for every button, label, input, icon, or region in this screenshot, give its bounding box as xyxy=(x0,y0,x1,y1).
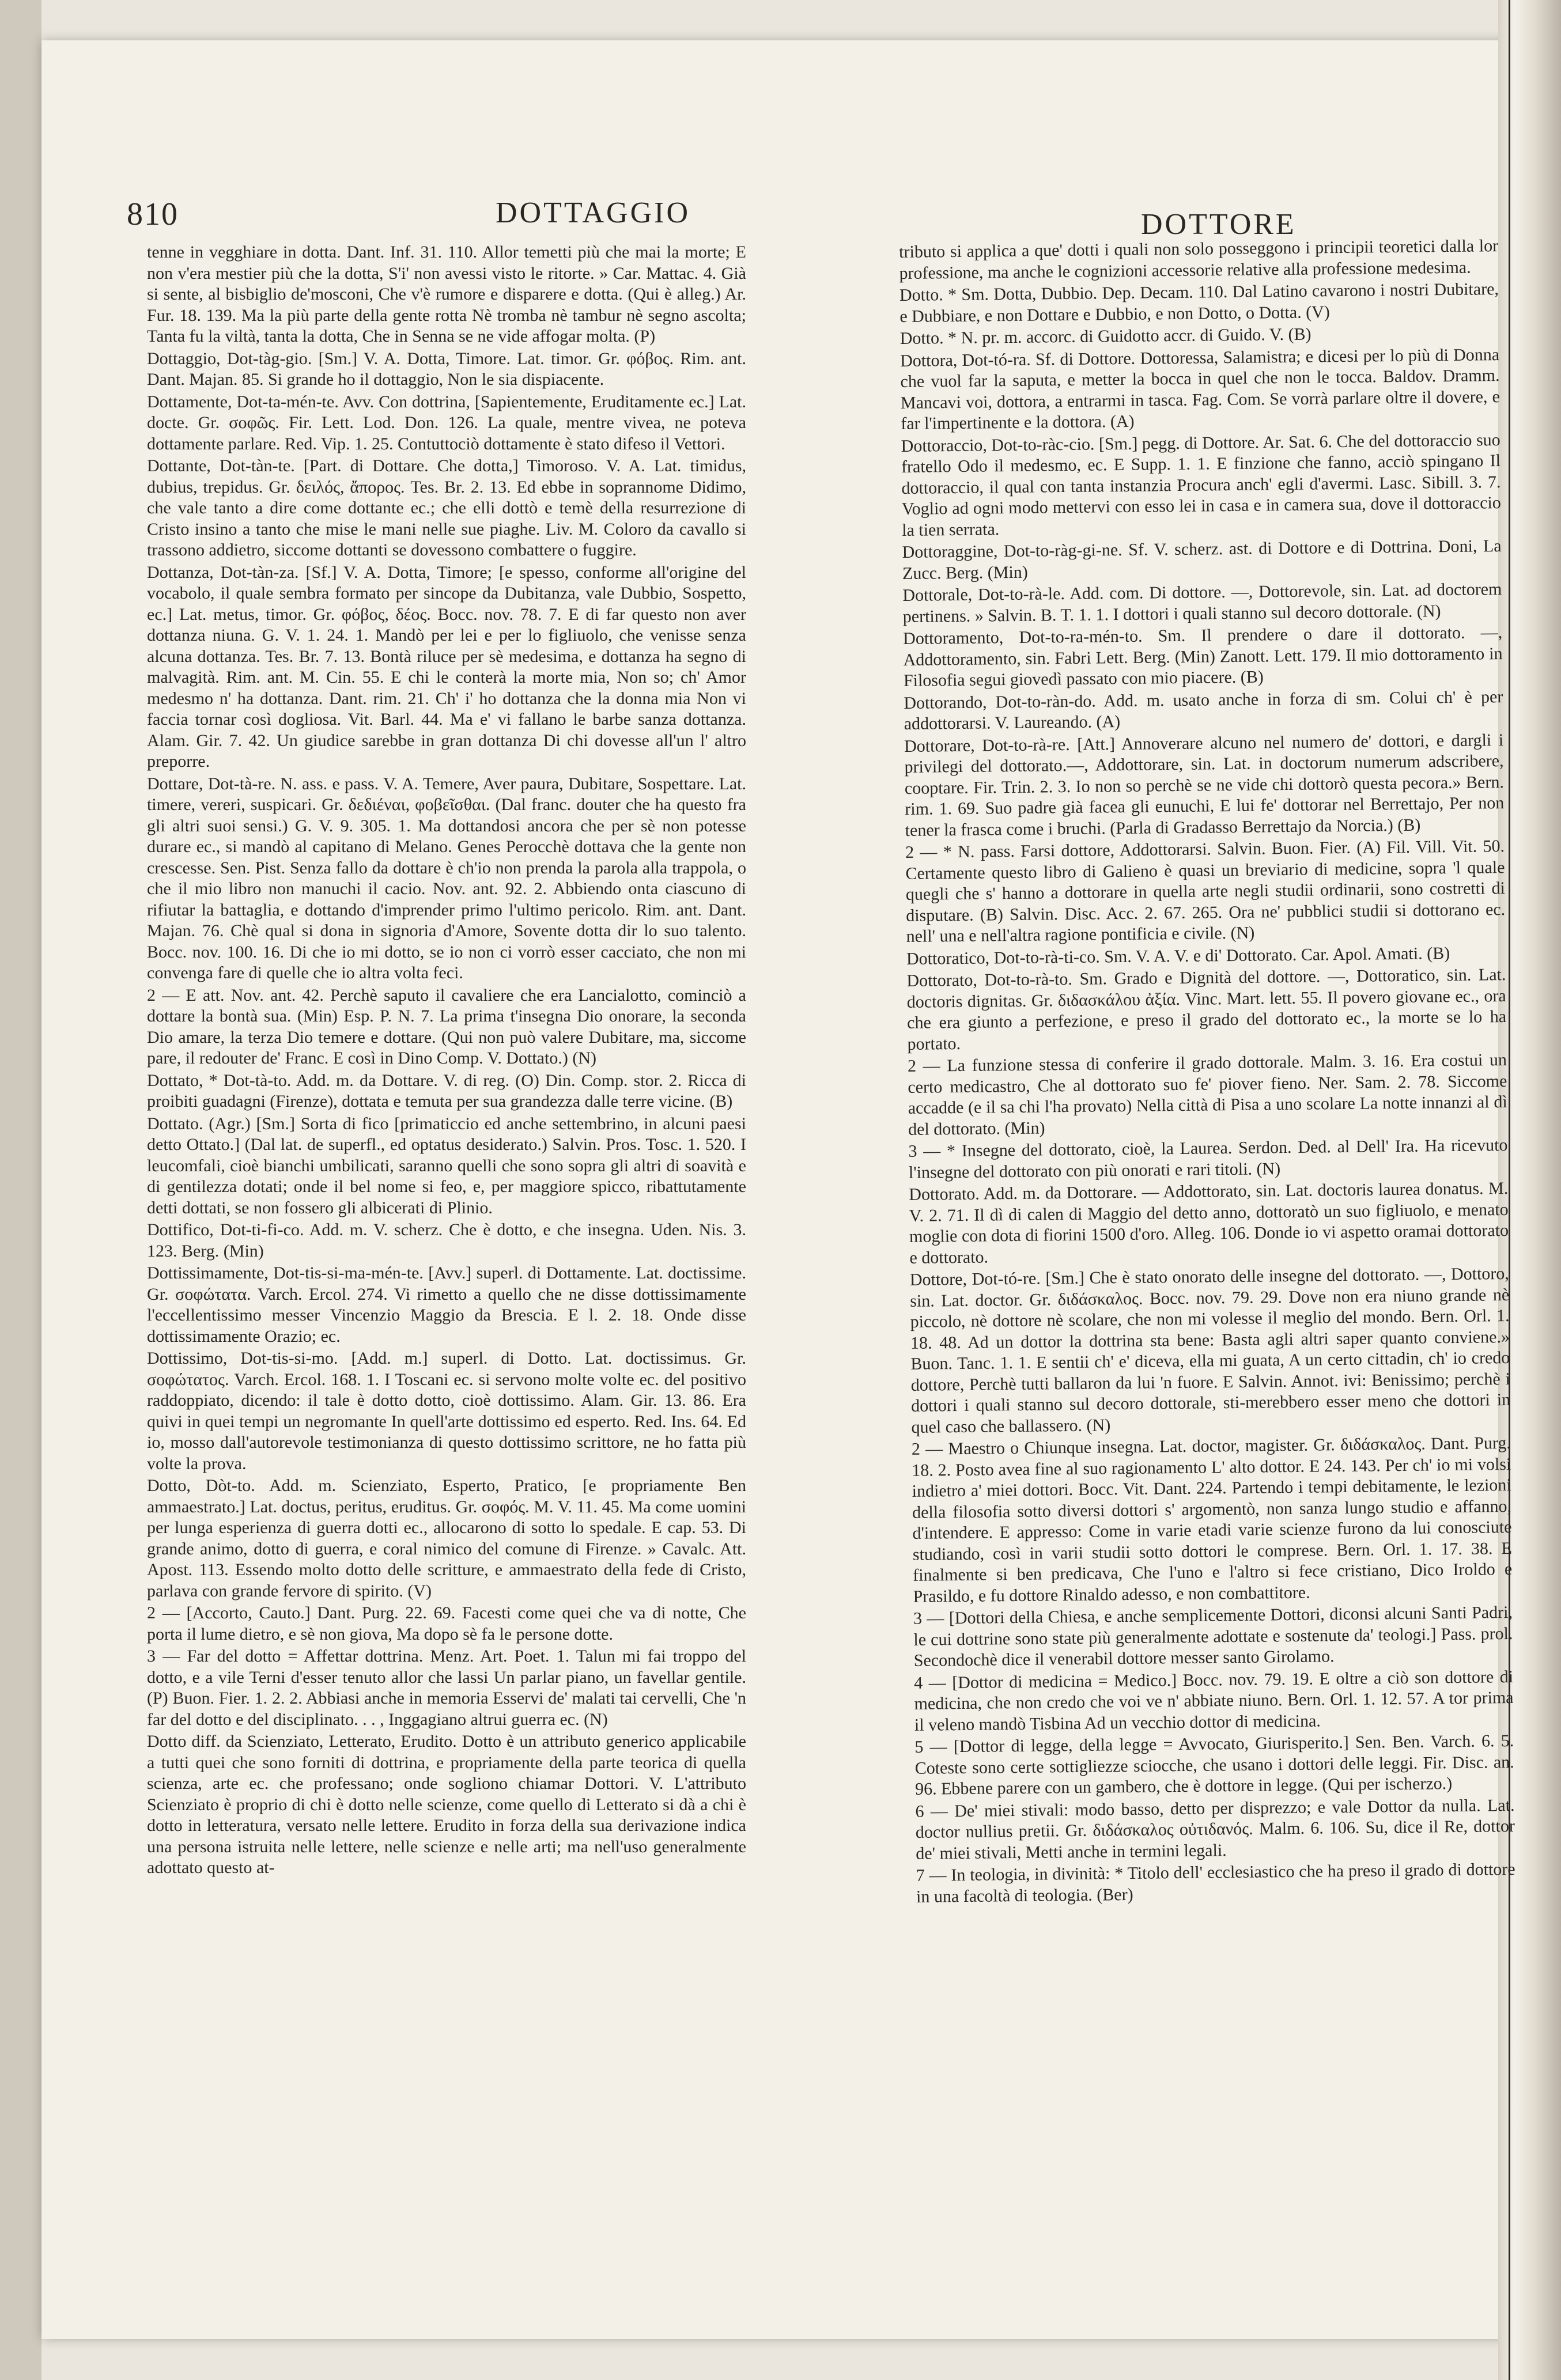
dictionary-entry: 2 — [Accorto, Cauto.] Dant. Purg. 22. 69. Facesti come quei che va di notte, Che porta il lume dietro, e sè non giova, Ma dopo sè fa le persone dotte. xyxy=(147,1603,746,1644)
dictionary-entry: tributo si applica a que' dotti i quali non solo posseggono i principii teoretici dalla lor professione, ma anche le cognizioni accessorie relative alla professione medesima. xyxy=(899,236,1499,283)
dictionary-entry: 2 — Maestro o Chiunque insegna. Lat. doctor, magister. Gr. διδάσκαλος. Dant. Purg. 18. 2. Posto avea fine al suo ragionamento L' alto dottor. E 24. 143. Per ch' io mi volsi indietro a' miei dottori. Bocc. Vit. Dant. 224. Partendo i tempi debitamente, le lezioni della filosofia sotto diversi dottori s' argomentò, non sanza lungo studio e affanno, d'intendere. E appresso: Come in varie etadi varie scienze furono da lui conosciute studiando, così in varii studii sotto dottori le comprese. Bern. Orl. 1. 17. 38. E finalmente si ben predicava, Che l'uno e l'altro si fece cristiano, Dico Iroldo e Prasildo, e fu dottore Rinaldo adesso, e non combattitore. xyxy=(911,1433,1513,1606)
dictionary-entry: Dottare, Dot-tà-re. N. ass. e pass. V. A. Temere, Aver paura, Dubitare, Sospettare. Lat. timere, vereri, suspicari. Gr. δεδιέναι, φοβεῖσθαι. (Dal franc. douter che ha questo fra gli altri suoi sensi.) G. V. 9. 305. 1. Ma dottandosi ancora che per sè non potesse durare ec., si mandò al capitano di Melano. Genes Perocchè dottava che la gente non crescesse. Sen. Pist. Senza fallo da dottare è ch'io non prenda la parola alla trappola, o che il mio libro non manuchi il cacio. Nov. ant. 92. 2. Abbiendo onta ciascuno di rifiutar la battaglia, e dottando d'imprender primo l'ultimo pericolo. Rim. ant. Dant. Majan. 76. Chè qual si dona in signoria d'Amore, Sovente dotta dir lo suo talento. Bocc. nov. 100. 16. Di che io mi dotto, se io non ci vorrò esser cacciato, che non mi convenga fare di quelle che io altra volta feci. xyxy=(147,774,746,982)
dictionary-entry: 5 — [Dottor di legge, della legge = Avvocato, Giurisperito.] Sen. Ben. Varch. 6. 5. Coteste sono certe sottigliezze sciocche, che usano i dottori delle leggi. Fir. Disc. an. 96. Ebbene parere con un gambero, che è dottore in legge. (Qui per ischerzo.) xyxy=(914,1731,1514,1799)
dictionary-entry: Dottissimo, Dot-tis-si-mo. [Add. m.] superl. di Dotto. Lat. doctissimus. Gr. σοφώτατος. Varch. Ercol. 168. 1. I Toscani ec. si servono molte volte ec. del positivo raddoppiato, dicendo: il tale è dotto dotto, cioè dottissimo. Alam. Gir. 13. 86. Era quivi in quei tempi un negromante In quell'arte dottissimo ed esperto. Red. Ins. 64. Ed io, mosso dall'autorevole testimonianza di questo dottissimo scrittore, ne ho fatta più volte la prova. xyxy=(147,1349,746,1473)
dictionary-entry: Dottato, * Dot-tà-to. Add. m. da Dottare. V. di reg. (O) Din. Comp. stor. 2. Ricca di proibiti guadagni (Firenze), dottata e temuta per sua grandezza dalle terre vicine. (B) xyxy=(147,1070,746,1111)
scan-background-left xyxy=(0,0,41,2380)
left-column xyxy=(147,242,746,2328)
right-column xyxy=(899,236,1520,2328)
dictionary-entry: Dotto. * N. pr. m. accorc. di Guidotto accr. di Guido. V. (B) xyxy=(899,324,1311,348)
dictionary-entry: Dotto. * Sm. Dotta, Dubbio. Dep. Decam. 110. Dal Latino cavarono i nostri Dubitare, e Dubbiare, e non Dottare e Dubbio, e non Dotto, o Dotta. (V) xyxy=(899,279,1499,326)
left-running-headword: DOTTAGGIO xyxy=(496,196,690,229)
dictionary-entry: 7 — In teologia, in divinità: * Titolo dell' ecclesiastico che ha preso il grado di dottore in una facoltà di teologia. (Ber) xyxy=(916,1859,1515,1906)
dictionary-entry: Dottoratico, Dot-to-rà-ti-co. Sm. V. A. V. e di' Dottorato. Car. Apol. Amati. (B) xyxy=(906,943,1450,968)
dictionary-entry: Dottanza, Dot-tàn-za. [Sf.] V. A. Dotta, Timore; [e spesso, conforme all'origine del vocabolo, il quale sembra formato per sincope da Dubitanza, vale Dubbio, Sospetto, ec.] Lat. metus, timor. Gr. φόβος, δέος. Bocc. nov. 78. 7. E di far questo non aver dottanza niuna. G. V. 1. 24. 1. Mandò per lei e per lo figliuolo, che venisse senza alcuna dottanza. Tes. Br. 7. 13. Bontà riluce per sè medesima, e dottanza ha segno di malvagità. Rim. ant. M. Cin. 55. E chi le conterà la morte mia, Non so; ch' Amor medesmo n' ha dottanza. Dant. rim. 21. Ch' i' ho dottanza che la donna mia Non vi faccia tornar così dogliosa. Vit. Barl. 44. Ma e' vi fallano le barbe sanza dottanza. Alam. Gir. 7. 42. Un giudice sarebbe in gran dottanza Di chi dovesse all'un l' altro preporre. xyxy=(147,562,746,771)
dictionary-entry: Dottorale, Dot-to-rà-le. Add. com. Di dottore. —, Dottorevole, sin. Lat. ad doctorem pertinens. » Salvin. B. T. 1. 1. I dottori i quali stanno sul decoro dottorale. (N) xyxy=(902,580,1502,626)
dictionary-entry: Dottorato, Dot-to-rà-to. Sm. Grado e Dignità del dottore. —, Dottoratico, sin. Lat. doctoris dignitas. Gr. διδασκάλου ἀξία. Vinc. Mart. lett. 55. Il povero giovane ec., ora che era giunto a perfezione, e preso il grado del dottorato ec., la morte se lo ha portato. xyxy=(906,965,1507,1054)
dictionary-entry: 2 — E att. Nov. ant. 42. Perchè saputo il cavaliere che era Lancialotto, cominciò a dottare la bontà sua. (Min) Esp. P. N. 7. La prima t'insegna Dio onorare, la seconda Dio amare, la terza Dio temere e dottare. (Qui non può valere Dubitare, ma, siccome pare, il redouter de' Franc. E così in Dino Comp. V. Dottato.) (N) xyxy=(147,985,746,1068)
dictionary-entry: Dottoramento, Dot-to-ra-mén-to. Sm. Il prendere o dare il dottorato. —, Addottoramento, sin. Fabri Lett. Berg. (Min) Zanott. Lett. 179. Il mio dottoramento in Filosofia segui giovedì passato con mio piacere. (B) xyxy=(903,623,1503,690)
dictionary-entry: 4 — [Dottor di medicina = Medico.] Bocc. nov. 79. 19. E oltre a ciò son dottore di medicina, che non credo che voi ve n' abbiate niuno. Bern. Orl. 1. 12. 57. A tor prima il veleno mandò Tisbina Ad un vecchio dottor di medicina. xyxy=(914,1667,1514,1735)
dictionary-entry: Dottaggio, Dot-tàg-gio. [Sm.] V. A. Dotta, Timore. Lat. timor. Gr. φόβος. Rim. ant. Dant. Majan. 85. Si grande ho il dottaggio, Non le sia dispiacente. xyxy=(147,349,746,389)
dictionary-entry: Dottato. (Agr.) [Sm.] Sorta di fico [primaticcio ed anche settembrino, in alcuni paesi detto Ottato.] (Dal lat. de superfl., ed optatus desiderato.) Salvin. Pros. Tosc. 1. 520. I leucomfali, cioè bianchi umbilicati, saranno quelli che sono sopra gli altri di soavità e di gentilezza dotati; onde il bel nome si feo, e, per maggiore spicco, ribattutamente detti dottati, se non fossero gli albicerati di Plinio. xyxy=(147,1114,746,1217)
running-head xyxy=(127,196,1469,241)
dictionary-entry: Dotto diff. da Scienziato, Letterato, Erudito. Dotto è un attributo generico applicabile a tutti quei che sono forniti di dottrina, e propriamente della parte teorica di quella scienza, arte ec. che professano; onde sogliono chiamar Dottori. V. L'attributo Scienziato è proprio di chi è dotto nelle scienze, come quello di Letterato si dà a chi è dotto in letteratura, versato nelle lettere. Erudito in forza della sua derivazione indica una persona istruita nelle lettere, nelle scienze e nelle arti; ma nell'uso generalmente adottato questo at- xyxy=(147,1732,746,1877)
dictionary-entry: 6 — De' miei stivali: modo basso, detto per disprezzo; e vale Dottor da nulla. Lat. doctor nullius pretii. Gr. διδάσκαλος οὐτιδανός. Malm. 6. 106. Su, dice il Re, dottor de' miei stivali, Metti anche in termini legali. xyxy=(915,1795,1515,1863)
dictionary-entry: Dottorando, Dot-to-ràn-do. Add. m. usato anche in forza di sm. Colui ch' è per addottorarsi. V. Laureando. (A) xyxy=(904,687,1503,733)
dictionary-entry: Dottifico, Dot-ti-fi-co. Add. m. V. scherz. Che è dotto, e che insegna. Uden. Nis. 3. 123. Berg. (Min) xyxy=(147,1220,746,1261)
dictionary-entry: Dottore, Dot-tó-re. [Sm.] Che è stato onorato delle insegne del dottorato. —, Dottoro, sin. Lat. doctor. Gr. διδάσκαλος. Bocc. nov. 79. 29. Dove non era niuno grande nè piccolo, nè dottore nè scolare, che non mi volesse il meglio del mondo. Bern. Orl. 1. 18. 48. Ad un dottor la dottrina sta bene: Basta agli altri saper quanto conviene.» Buon. Tanc. 1. 1. E sentii ch' e' diceva, ella mi guata, A un certo cittadin, ch' io credo dottore, Perchè tutti ballaron da lui 'n fuore. E Salvin. Annot. ivi: Benissimo; perchè i dottori i quali stanno sul decoro dottorale, sti-merebbero esser meno che dottori in quel caso che ballassero. (N) xyxy=(909,1264,1511,1437)
dictionary-entry: Dottorato. Add. m. da Dottorare. — Addottorato, sin. Lat. doctoris laurea donatus. M. V. 2. 71. Il dì di calen di Maggio del detto anno, dottoratò un suo figliuolo, e menato moglie con dota di fiorini 1500 d'oro. Alleg. 106. Donde io vi aspetto oramai dottorato e dottorato. xyxy=(909,1179,1509,1267)
dictionary-entry: tenne in vegghiare in dotta. Dant. Inf. 31. 110. Allor temetti più che mai la morte; E non v'era mestier più che la dotta, S'i' non avessi visto le ritorte. » Car. Mattac. 4. Già si sente, al bisbiglio de'mosconi, Che v'è rumore e disparere e dotta. (Qui è alleg.) Ar. Fur. 18. 139. Ma la più parte della gente rotta Nè tromba nè tambur nè segno ascolta; Tanta fu la viltà, tanta la dotta, Che in Senna se ne vide affogar molta. (P) xyxy=(147,243,746,346)
right-running-headword: DOTTORE xyxy=(1141,208,1297,241)
dictionary-entry: Dottante, Dot-tàn-te. [Part. di Dottare. Che dotta,] Timoroso. V. A. Lat. timidus, dubius, trepidus. Gr. δειλός, ἄπορος. Tes. Br. 2. 13. Ed ebbe in soprannome Didimo, che vale tanto a dire come dottante ec.; che elli dottò e temè della resurrezione di Cristo insino a tanto che mise le mani nelle sue piaghe. Liv. M. Coloro da cavallo si trassono addietro, siccome dottanti se dovessono combattere o fuggire. xyxy=(147,456,746,559)
page-number: 810 xyxy=(127,196,179,232)
dictionary-entry: Dottora, Dot-tó-ra. Sf. di Dottore. Dottoressa, Salamistra; e dicesi per lo più di Donna che vuol far la saputa, e metter la bocca in quel che non le tocca. Baldov. Dramm. Mancavi voi, dottora, a entrarmi in tasca. Fag. Com. Se vorrà parlare oltre il dovere, e far l'impertinente e la dottora. (A) xyxy=(899,345,1500,433)
dictionary-entry: Dottorare, Dot-to-rà-re. [Att.] Annoverare alcuno nel numero de' dottori, e dargli i privilegi del dottorato.—, Addottorare, sin. Lat. in doctorum numerum adscribere, cooptare. Fir. Trin. 2. 3. Io non so perchè se ne vide chi dottorò questa pecora.» Bern. rim. 1. 69. Suo padre già facea gli eunuchi, E lui fe' dottorar nel Berrettajo, Per non tener la frasca come i bruchi. (Parla di Gradasso Berrettajo da Norcia.) (B) xyxy=(904,730,1505,840)
dictionary-entry: Dottamente, Dot-ta-mén-te. Avv. Con dottrina, [Sapientemente, Eruditamente ec.] Lat. docte. Gr. σοφῶς. Fir. Lett. Lod. Don. 126. La quale, mentre vivea, ne poteva dottamente parlare. Red. Vip. 1. 25. Contuttociò dottamente è stato difeso il Vettori. xyxy=(147,392,746,453)
dictionary-entry: 2 — La funzione stessa di conferire il grado dottorale. Malm. 3. 16. Era costui un certo medicastro, Che al dottorato suo fe' piover fieno. Ner. Sam. 2. 78. Siccome accadde (e il sa chi l'ha provato) Nella città di Pisa a uno scolare La notte innanzi al dì del dottorato. (Min) xyxy=(907,1050,1507,1139)
dictionary-entry: 2 — * N. pass. Farsi dottore, Addottorarsi. Salvin. Buon. Fier. (A) Fil. Vill. Vit. 50. Certamente questo libro di Galieno è quasi un breviario di medicine, sopra 'l quale quegli che s' hanno a dottorare in quella arte negli studii ordinarii, sono costretti di disputare. (B) Salvin. Disc. Acc. 2. 67. 265. Ora ne' pubblici studii si dottorano ec. nell' una e nell'altra ragione pontificia e civile. (N) xyxy=(905,837,1506,946)
dictionary-entry: Dottoraggine, Dot-to-ràg-gi-ne. Sf. V. scherz. ast. di Dottore e di Dottrina. Doni, La Zucc. Berg. (Min) xyxy=(902,536,1502,583)
dictionary-entry: 3 — [Dottori della Chiesa, e anche semplicemente Dottori, diconsi alcuni Santi Padri, le cui dottrine sono state più generalmente adottate e sostenute da' teologi.] Pass. prol. Secondochè dice il venerabil dottore messer santo Girolamo. xyxy=(913,1602,1513,1670)
dictionary-entry: Dottissimamente, Dot-tis-si-ma-mén-te. [Avv.] superl. di Dottamente. Lat. doctissime. Gr. σοφώτατα. Varch. Ercol. 274. Vi rimetto a quello che ne disse dottissimamente l'eccellentissimo messer Vincenzio Maggio da Brescia. E l. 2. 18. Onde disse dottissimamente Orazio; ec. xyxy=(147,1263,746,1346)
dictionary-entry: Dottoraccio, Dot-to-ràc-cio. [Sm.] pegg. di Dottore. Ar. Sat. 6. Che del dottoraccio suo fratello Odo il medesmo, ec. E Supp. 1. 1. E finzione che fanno, acciò spingano Il dottoraccio, il qual con tanta instanzia Procura anch' egli d'avermi. Lasc. Sibill. 3. 7. Voglio ad ogni modo mettervi con esso lei in casa e in camera sua, dove il dottoraccio la tien serrata. xyxy=(901,430,1501,540)
dictionary-entry: Dotto, Dòt-to. Add. m. Scienziato, Esperto, Pratico, [e propriamente Ben ammaestrato.] Lat. doctus, peritus, eruditus. Gr. σοφός. M. V. 11. 45. Ma come uomini per lunga esperienza di guerra dotti ec., allocarono di sotto lo spedale. E cap. 53. Di grande animo, dotto di guerra, e coral nimico del comune di Firenze. » Cavalc. Att. Apost. 113. Essendo molto dotto delle scritture, e ammaestrato della fede di Cristo, parlava con grande fervore di spirito. (V) xyxy=(147,1476,746,1600)
dictionary-entry: 3 — Far del dotto = Affettar dottrina. Menz. Art. Poet. 1. Talun mi fai troppo del dotto, e a vile Terni d'esser tenuto allor che lassi Un parlar piano, un favellar gentile. (P) Buon. Fier. 1. 2. 2. Abbiasi anche in memoria Esservi de' malati tai cervelli, Che 'n far del dotto e del disciplinato. . . , Inggagiano altrui guerra ec. (N) xyxy=(147,1647,746,1729)
dictionary-entry: 3 — * Insegne del dottorato, cioè, la Laurea. Serdon. Ded. al Dell' Ira. Ha ricevuto l'insegne del dottorato con più onorati e rari titoli. (N) xyxy=(908,1136,1508,1182)
